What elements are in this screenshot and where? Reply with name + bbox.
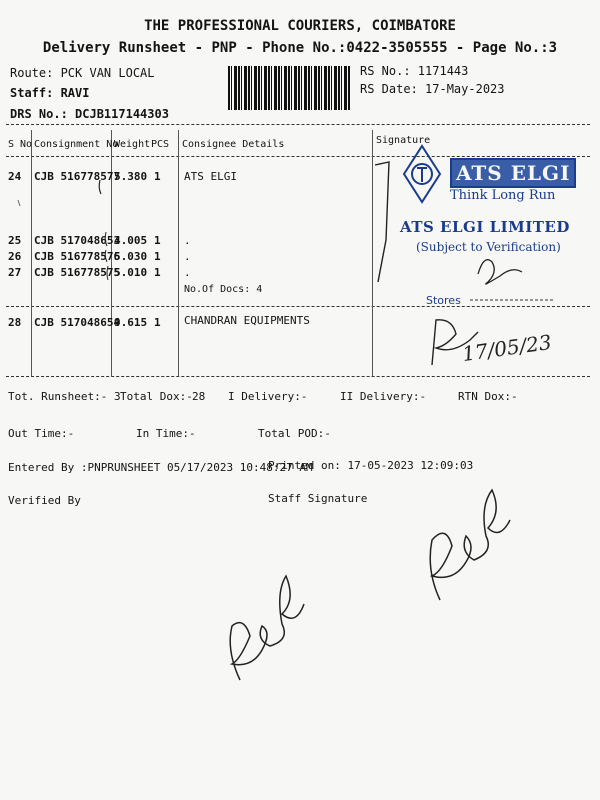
row-pcs: 1	[154, 234, 161, 247]
row-consignment: CJB 516778575	[34, 266, 121, 279]
company-title: THE PROFESSIONAL COURIERS, COIMBATORE	[144, 18, 456, 34]
total-pod: Total POD:-	[258, 427, 331, 440]
stamp-company: ATS ELGI LIMITED	[400, 218, 570, 236]
stamp-tagline: Think Long Run	[450, 188, 556, 203]
row-consignee: .	[184, 234, 191, 247]
printed-on: Printed on: 17-05-2023 12:09:03	[268, 459, 474, 472]
total-runsheet: Tot. Runsheet:- 3	[8, 390, 121, 403]
row-pcs: 1	[154, 250, 161, 263]
ii-delivery: II Delivery:-	[340, 390, 427, 403]
row-pcs: 1	[154, 170, 161, 183]
rtn-dox: RTN Dox:-	[458, 390, 518, 403]
header-pcs: PCS	[151, 139, 170, 150]
rs-date: RS Date: 17-May-2023	[360, 82, 505, 96]
verified-by: Verified By	[8, 494, 81, 507]
drs-number: DRS No.: DCJB117144303	[10, 107, 169, 121]
route-label: Route: PCK VAN LOCAL	[10, 66, 155, 80]
row-sno: 25	[8, 234, 22, 247]
row-consignee: CHANDRAN EQUIPMENTS	[184, 314, 310, 327]
row-weight: 4.005	[114, 234, 148, 247]
handwritten-date: 17/05/23	[460, 329, 554, 367]
row-consignee: ATS ELGI	[184, 170, 237, 183]
row-consignment: CJB 517048654	[34, 316, 121, 329]
row-sno: 28	[8, 316, 22, 329]
header-consignee: Consignee Details	[182, 139, 285, 150]
staff-label: Staff: RAVI	[10, 86, 90, 100]
entered-by: Entered By :PNPRUNSHEET 05/17/2023 10:48:27 AM	[8, 461, 313, 474]
staff-signature-label: Staff Signature	[268, 492, 368, 505]
stamp-brand: ATS ELGI	[450, 158, 576, 188]
runsheet-subtitle: Delivery Runsheet - PNP - Phone No.:0422-3505555 - Page No.:3	[42, 40, 558, 56]
header-signature: Signature	[376, 135, 431, 146]
rs-number: RS No.: 1171443	[360, 64, 469, 78]
row-consignment: CJB 516778576	[34, 250, 121, 263]
docs-count: No.Of Docs: 4	[184, 284, 263, 295]
row-consignment: CJB 516778577	[34, 170, 121, 183]
row-weight: 5.010	[114, 266, 148, 279]
row-consignee: .	[184, 266, 191, 279]
row-consignee: .	[184, 250, 191, 263]
row-weight: 5.380	[114, 170, 148, 183]
row-sno: 26	[8, 250, 22, 263]
total-dox-value: 28	[192, 390, 206, 403]
stamp-note: (Subject to Verification)	[416, 240, 561, 254]
row-consignment: CJB 517048653	[34, 234, 121, 247]
header-consignment: Consignment No	[34, 139, 119, 150]
row-weight: 5.030	[114, 250, 148, 263]
total-dox-label: Total Dox:-	[120, 390, 193, 403]
row-pcs: 1	[154, 266, 161, 279]
header-sno: S No	[8, 139, 33, 150]
stamp-stores: Stores	[426, 294, 461, 307]
row-pcs: 1	[154, 316, 161, 329]
in-time: In Time:-	[136, 427, 196, 440]
row-sno: 27	[8, 266, 22, 279]
out-time: Out Time:-	[8, 427, 75, 440]
header-weight: Weight	[114, 139, 151, 150]
row-weight: 9.615	[114, 316, 148, 329]
row-sno: 24	[8, 170, 22, 183]
i-delivery: I Delivery:-	[228, 390, 308, 403]
